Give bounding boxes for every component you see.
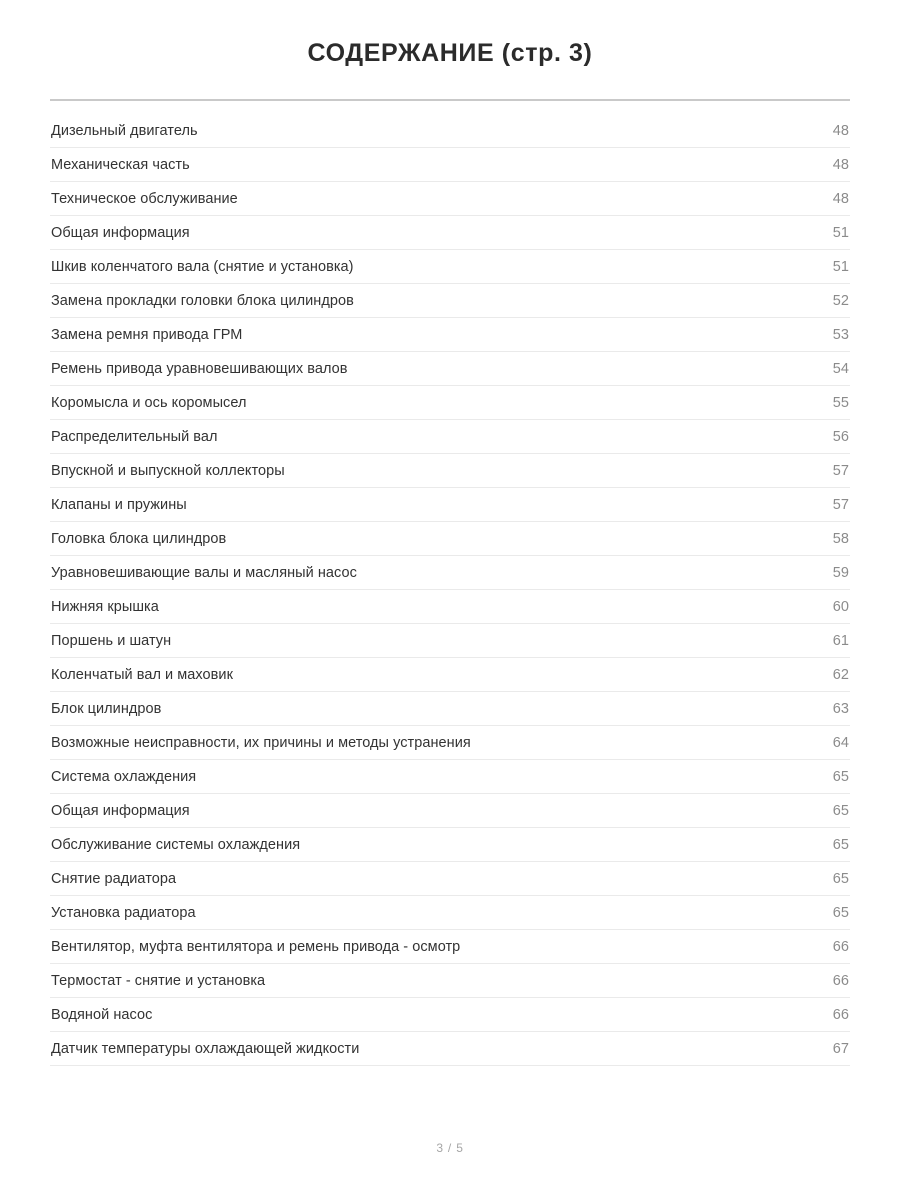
toc-row[interactable] <box>50 794 850 828</box>
toc-entry-label: Снятие радиатора <box>51 871 177 887</box>
toc-entry-label: Общая информация <box>51 803 190 819</box>
toc-entry-page-number: 59 <box>832 565 849 581</box>
toc-entry-label: Возможные неисправности, их причины и методы устранения <box>51 735 471 751</box>
toc-entry-page-number: 65 <box>832 905 849 921</box>
toc-entry-label: Датчик температуры охлаждающей жидкости <box>51 1041 360 1057</box>
toc-row[interactable] <box>50 658 850 692</box>
toc-entry-label: Коленчатый вал и маховик <box>51 667 233 683</box>
toc-entry-page-number: 65 <box>832 803 849 819</box>
toc-row[interactable] <box>50 284 850 318</box>
toc-row[interactable] <box>50 862 850 896</box>
toc-row[interactable] <box>50 148 850 182</box>
toc-entry-page-number: 57 <box>832 463 849 479</box>
toc-entry-page-number: 58 <box>832 531 849 547</box>
toc-entry-page-number: 60 <box>832 599 849 615</box>
toc-entry-page-number: 56 <box>832 429 849 445</box>
toc-entry-label: Водяной насос <box>51 1007 153 1023</box>
toc-entry-label: Система охлаждения <box>51 769 197 785</box>
toc-row[interactable] <box>50 556 850 590</box>
toc-row[interactable] <box>50 692 850 726</box>
toc-row[interactable] <box>50 318 850 352</box>
toc-entry-label: Впускной и выпускной коллекторы <box>51 463 285 479</box>
toc-row[interactable] <box>50 930 850 964</box>
toc-entry-page-number: 66 <box>832 973 849 989</box>
toc-row[interactable] <box>50 182 850 216</box>
toc-entry-label: Общая информация <box>51 225 190 241</box>
toc-row[interactable] <box>50 624 850 658</box>
page-footer: 3 / 5 <box>436 1141 464 1155</box>
toc-row[interactable] <box>50 114 850 148</box>
toc-entry-page-number: 65 <box>832 769 849 785</box>
toc-entry-label: Блок цилиндров <box>51 701 162 717</box>
toc-entry-label: Уравновешивающие валы и масляный насос <box>51 565 357 581</box>
toc-entry-page-number: 51 <box>832 225 849 241</box>
toc-entry-label: Коромысла и ось коромысел <box>51 395 247 411</box>
toc-row[interactable] <box>50 522 850 556</box>
toc-row[interactable] <box>50 352 850 386</box>
toc-entry-label: Обслуживание системы охлаждения <box>51 837 301 853</box>
toc-entry-page-number: 67 <box>832 1041 849 1057</box>
toc-entry-page-number: 66 <box>832 1007 849 1023</box>
toc-row[interactable] <box>50 964 850 998</box>
toc-row[interactable] <box>50 590 850 624</box>
toc-entry-page-number: 62 <box>832 667 849 683</box>
toc-entry-page-number: 61 <box>832 633 849 649</box>
toc-entry-page-number: 63 <box>832 701 849 717</box>
toc-entry-page-number: 52 <box>832 293 849 309</box>
toc-entry-label: Техническое обслуживание <box>51 191 238 207</box>
toc-entry-label: Вентилятор, муфта вентилятора и ремень привода - осмотр <box>51 939 461 955</box>
toc-entry-label: Нижняя крышка <box>51 599 159 615</box>
toc-entry-page-number: 54 <box>832 361 849 377</box>
toc-entry-label: Клапаны и пружины <box>51 497 187 513</box>
toc-row[interactable] <box>50 420 850 454</box>
toc-row[interactable] <box>50 726 850 760</box>
table-of-contents <box>50 114 850 1066</box>
toc-row[interactable] <box>50 250 850 284</box>
toc-row[interactable] <box>50 488 850 522</box>
toc-row[interactable] <box>50 386 850 420</box>
page-title: СОДЕРЖАНИЕ (стр. 3) <box>307 39 593 67</box>
toc-row[interactable] <box>50 216 850 250</box>
toc-entry-label: Поршень и шатун <box>51 633 172 649</box>
toc-entry-page-number: 53 <box>832 327 849 343</box>
toc-entry-page-number: 66 <box>832 939 849 955</box>
toc-entry-label: Ремень привода уравновешивающих валов <box>51 361 348 377</box>
toc-entry-label: Замена ремня привода ГРМ <box>51 327 243 343</box>
toc-entry-page-number: 65 <box>832 871 849 887</box>
toc-entry-page-number: 51 <box>832 259 849 275</box>
title-divider <box>50 99 850 101</box>
toc-entry-label: Термостат - снятие и установка <box>51 973 266 989</box>
toc-row[interactable] <box>50 1032 850 1066</box>
toc-entry-page-number: 48 <box>832 123 849 139</box>
toc-row[interactable] <box>50 760 850 794</box>
toc-row[interactable] <box>50 896 850 930</box>
toc-entry-label: Замена прокладки головки блока цилиндров <box>51 293 354 309</box>
toc-entry-label: Головка блока цилиндров <box>51 531 227 547</box>
toc-row[interactable] <box>50 828 850 862</box>
toc-entry-page-number: 57 <box>832 497 849 513</box>
toc-row[interactable] <box>50 998 850 1032</box>
toc-entry-page-number: 65 <box>832 837 849 853</box>
toc-entry-label: Распределительный вал <box>51 429 218 445</box>
toc-entry-label: Установка радиатора <box>51 905 196 921</box>
toc-entry-page-number: 64 <box>832 735 849 751</box>
toc-row[interactable] <box>50 454 850 488</box>
toc-entry-label: Дизельный двигатель <box>51 123 198 139</box>
toc-entry-label: Шкив коленчатого вала (снятие и установка) <box>51 259 354 275</box>
toc-entry-page-number: 48 <box>832 191 849 207</box>
toc-entry-page-number: 48 <box>832 157 849 173</box>
toc-entry-label: Механическая часть <box>51 157 190 173</box>
toc-entry-page-number: 55 <box>832 395 849 411</box>
